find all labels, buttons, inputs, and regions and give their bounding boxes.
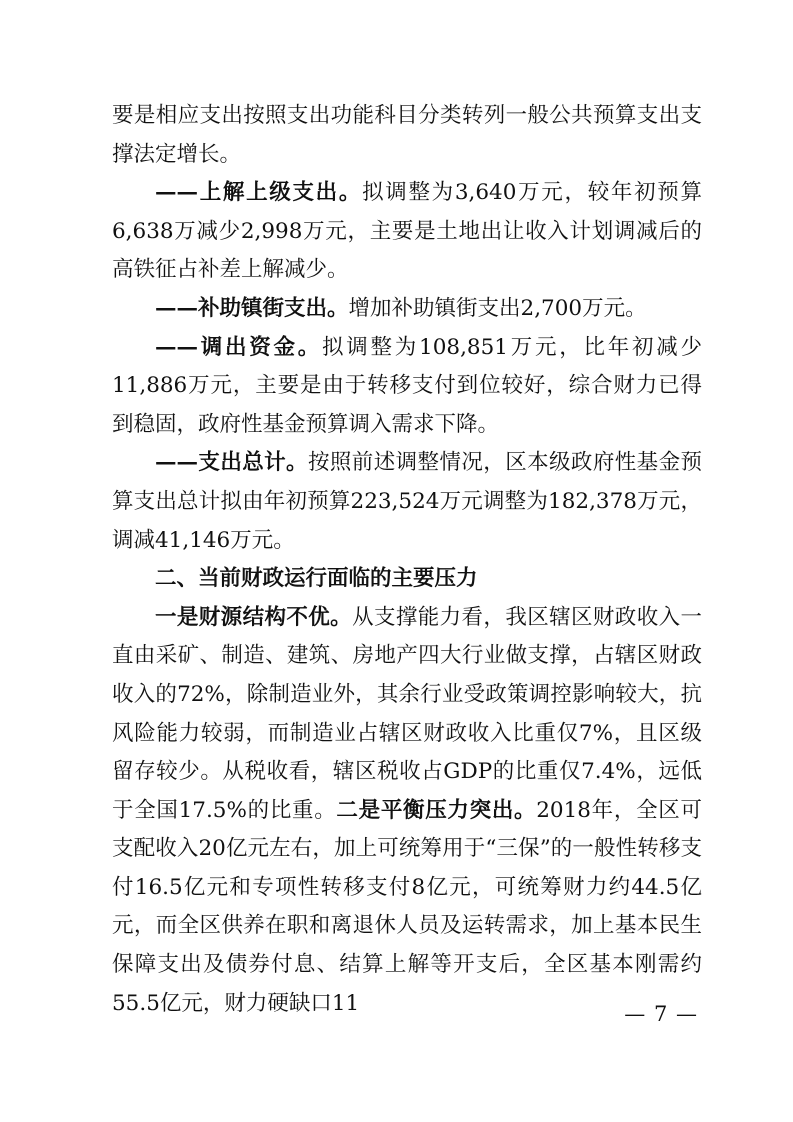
paragraph-transfer-out xyxy=(112,329,702,445)
paragraph-text: 拟调整为3,640万元，较年初预算6,638万减少2,998万元，主要是土地出让收入计划调减后的高铁征占补差上解减少。 xyxy=(112,180,702,283)
paragraph-bold-lead: ——上解上级支出。 xyxy=(155,180,363,206)
paragraph-text: 按照前述调整情况，区本级政府性基金预算支出总计拟由年初预算223,524万元调整为182,378万元，调减41,146万元。 xyxy=(112,450,702,553)
paragraph-upper-level-expenditure xyxy=(112,174,702,290)
paragraph-bold-lead: 二是平衡压力突出。 xyxy=(336,797,537,823)
paragraph-expenditure-total xyxy=(112,444,702,560)
document-body xyxy=(112,97,702,1023)
section-heading: 二、当前财政运行面临的主要压力 xyxy=(155,566,478,592)
paragraph-fiscal-pressure xyxy=(112,599,702,1024)
paragraph-text: 从支撑能力看，我区辖区财政收入一直由采矿、制造、建筑、房地产四大行业做支撑，占辖区财政收入的72%，除制造业外，其余行业受政策调控影响较大，抗风险能力较弱，而制造业占辖区财政收入比重仅7%，且区级留存较少。从税收看，辖区税收占GDP的比重仅7.4%，远低于全国17.5%的比重。 xyxy=(112,604,702,823)
paragraph-bold-lead: ——补助镇街支出。 xyxy=(155,295,349,321)
paragraph-text: 拟调整为108,851万元，比年初减少11,886万元，主要是由于转移支付到位较好，综合财力已得到稳固，政府性基金预算调入需求下降。 xyxy=(112,334,702,437)
paragraph-text: 2018年，全区可支配收入20亿元左右，加上可统筹用于“三保”的一般性转移支付16.5亿元和专项性转移支付8亿元，可统筹财力约44.5亿元，而全区供养在职和离退休人员及运转需求，加上基本民生保障支出及债券付息、结算上解等开支后，全区基本刚需约55.5亿元，财力硬缺口11 xyxy=(112,797,702,1016)
paragraph-continuation xyxy=(112,97,702,174)
page-number: — 7 — xyxy=(624,1002,698,1026)
paragraph-text: 增加补助镇街支出2,700万元。 xyxy=(348,295,647,321)
paragraph-bold-lead: ——调出资金。 xyxy=(155,334,323,360)
paragraph-bold-lead: 一是财源结构不优。 xyxy=(155,604,353,630)
paragraph-text: 要是相应支出按照支出功能科目分类转列一般公共预算支出支撑法定增长。 xyxy=(112,103,702,167)
paragraph-town-subsidy xyxy=(112,290,702,329)
paragraph-bold-lead: ——支出总计。 xyxy=(155,450,308,476)
